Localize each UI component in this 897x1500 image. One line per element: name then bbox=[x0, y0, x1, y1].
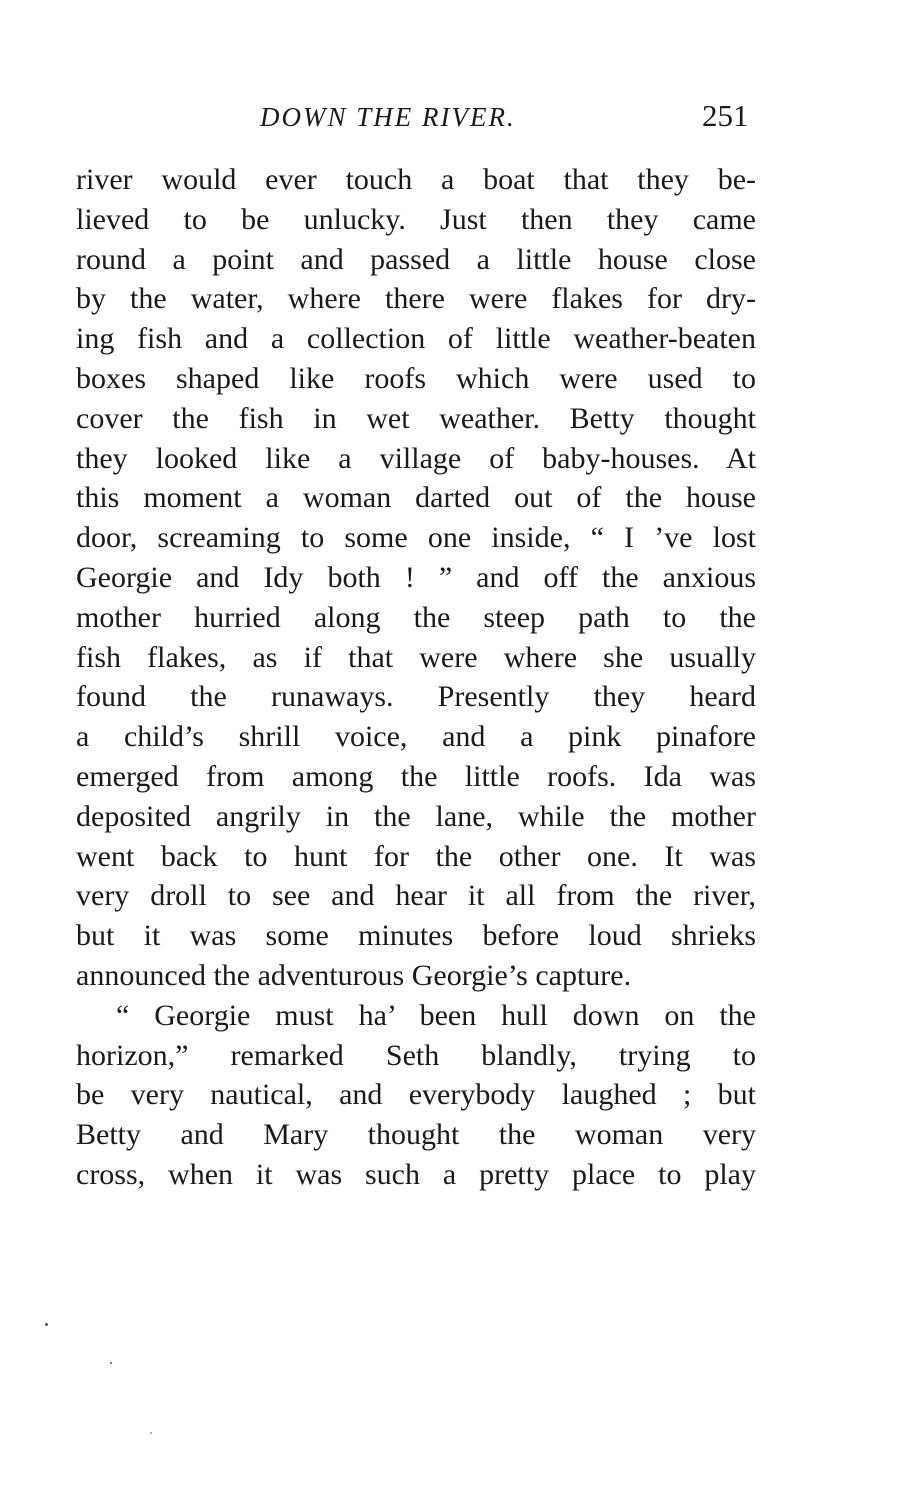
text-line: Georgie and Idy both ! ” and off the anxious bbox=[76, 560, 756, 594]
text-line: by the water, where there were flakes for dry- bbox=[76, 282, 756, 316]
text-line: cross, when it was such a pretty place to play bbox=[76, 1157, 756, 1191]
page-number: 251 bbox=[702, 98, 749, 133]
text-line: found the runaways. Presently they heard bbox=[76, 680, 756, 714]
body-text bbox=[76, 160, 756, 1195]
text-line: boxes shaped like roofs which were used to bbox=[76, 361, 756, 395]
text-line: round a point and passed a little house close bbox=[76, 242, 756, 276]
text-line: very droll to see and hear it all from the river, bbox=[76, 879, 756, 913]
text-line: door, screaming to some one inside, “ I ’ve lost bbox=[76, 521, 756, 555]
text-line: emerged from among the little roofs. Ida was bbox=[76, 759, 756, 793]
running-title: DOWN THE RIVER. bbox=[260, 102, 516, 132]
text-line: but it was some minutes before loud shrieks bbox=[76, 919, 756, 953]
text-line: this moment a woman darted out of the house bbox=[76, 481, 756, 515]
paper-speck bbox=[45, 1323, 48, 1326]
text-line: be very nautical, and everybody laughed ; but bbox=[76, 1078, 756, 1112]
text-line: “ Georgie must ha’ been hull down on the bbox=[116, 998, 756, 1032]
text-line: cover the fish in wet weather. Betty thought bbox=[76, 401, 756, 435]
text-line: lieved to be unlucky. Just then they came bbox=[76, 202, 756, 236]
text-line: deposited angrily in the lane, while the mother bbox=[76, 799, 756, 833]
text-line: river would ever touch a boat that they be- bbox=[76, 163, 756, 196]
text-line: mother hurried along the steep path to the bbox=[76, 600, 756, 634]
text-line: ing fish and a collection of little weather-beaten bbox=[76, 322, 756, 356]
text-line: Betty and Mary thought the woman very bbox=[76, 1118, 756, 1152]
text-line: announced the adventurous Georgie’s capture. bbox=[76, 958, 632, 992]
paper-speck bbox=[150, 1432, 152, 1434]
text-line: horizon,” remarked Seth blandly, trying to bbox=[76, 1038, 756, 1072]
text-line: a child’s shrill voice, and a pink pinafore bbox=[76, 720, 756, 754]
paper-speck bbox=[110, 1362, 112, 1364]
text-line: fish flakes, as if that were where she usually bbox=[76, 640, 756, 674]
text-line: went back to hunt for the other one. It was bbox=[76, 839, 756, 873]
text-line: they looked like a village of baby-houses. At bbox=[76, 441, 756, 475]
